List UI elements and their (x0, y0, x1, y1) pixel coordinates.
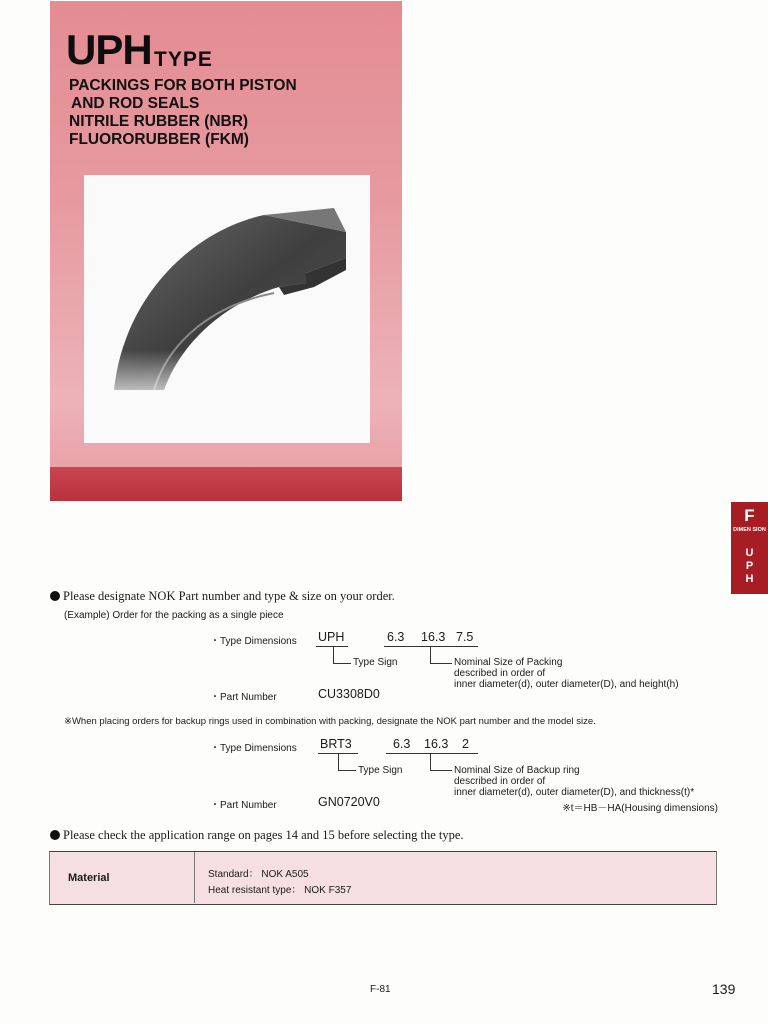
underline (316, 646, 348, 647)
nominal-line: Nominal Size of Backup ring (454, 765, 580, 776)
part-number: GN0720V0 (318, 795, 380, 809)
part-number-label: ・Part Number (210, 800, 277, 811)
type-code: UPH (318, 630, 345, 644)
code-letter: P (745, 560, 754, 572)
leader-line (430, 770, 452, 771)
height: 7.5 (456, 630, 474, 644)
bullet-icon (50, 591, 60, 601)
standard-material: Standard： NOK A505 (208, 869, 309, 880)
code-letter: H (745, 573, 754, 585)
table-divider (194, 852, 195, 903)
order-instruction (50, 589, 395, 604)
inner-diameter: 6.3 (393, 737, 411, 751)
hero-line-4: FLUORORUBBER (FKM) (69, 131, 249, 148)
nominal-size-note (454, 765, 694, 798)
type-dimensions-label: ・Type Dimensions (210, 636, 297, 647)
hero-bottom-band (50, 467, 402, 501)
leader-line (430, 646, 431, 663)
nominal-line: described in order of (454, 668, 546, 679)
section-code (731, 547, 768, 586)
part-number: CU3308D0 (318, 687, 380, 701)
type-code: BRT3 (320, 737, 352, 751)
type-sign-label: Type Sign (353, 657, 398, 668)
seal-ring-image (84, 175, 370, 443)
page-number: 139 (712, 981, 736, 997)
leader-line (338, 753, 339, 770)
hero-line-3: NITRILE RUBBER (NBR) (69, 113, 249, 130)
hero-line-2: AND ROD SEALS (71, 95, 200, 112)
outer-diameter: 16.3 (424, 737, 449, 751)
code-letter: U (745, 547, 754, 559)
model-name: UPH (66, 26, 152, 73)
nominal-line: Nominal Size of Packing (454, 657, 563, 668)
thickness: 2 (462, 737, 469, 751)
material-table (49, 851, 717, 905)
nominal-size-note (454, 657, 679, 690)
section-side-tab[interactable] (731, 502, 768, 594)
order-intro-text: Please designate NOK Part number and type & size on your order. (63, 589, 395, 603)
catalog-code: F-81 (370, 984, 391, 995)
leader-line (333, 646, 334, 663)
section-name: DIMEN SION (733, 527, 766, 533)
bullet-icon (50, 830, 60, 840)
product-photo (84, 175, 370, 443)
leader-line (430, 663, 452, 664)
check-text: Please check the application range on pages 14 and 15 before selecting the type. (63, 828, 464, 842)
part-number-label: ・Part Number (210, 692, 277, 703)
leader-line (338, 770, 356, 771)
nominal-line: inner diameter(d), outer diameter(D), and height(h) (454, 679, 679, 690)
nominal-line: described in order of (454, 776, 546, 787)
inner-diameter: 6.3 (387, 630, 405, 644)
hero-line-1: PACKINGS FOR BOTH PISTON (69, 77, 297, 94)
leader-line (430, 753, 431, 770)
heat-resistant-material: Heat resistant type： NOK F357 (208, 885, 352, 896)
material-header: Material (68, 872, 110, 884)
model-suffix: TYPE (154, 48, 213, 71)
outer-diameter: 16.3 (421, 630, 446, 644)
leader-line (333, 663, 351, 664)
order-example-caption: (Example) Order for the packing as a single piece (64, 610, 284, 621)
application-range-note (50, 828, 464, 843)
underline (386, 753, 478, 754)
product-hero-card (50, 1, 402, 501)
thickness-footnote: ※t＝HB－HA(Housing dimensions) (562, 803, 718, 814)
backup-ring-note: ※When placing orders for backup rings used in combination with packing, designate the NOK part number and the model size. (64, 716, 596, 727)
type-dimensions-label: ・Type Dimensions (210, 743, 297, 754)
underline (384, 646, 478, 647)
section-letter: F (744, 506, 755, 525)
type-sign-label: Type Sign (358, 765, 403, 776)
nominal-line: inner diameter(d), outer diameter(D), and thickness(t)* (454, 787, 695, 798)
